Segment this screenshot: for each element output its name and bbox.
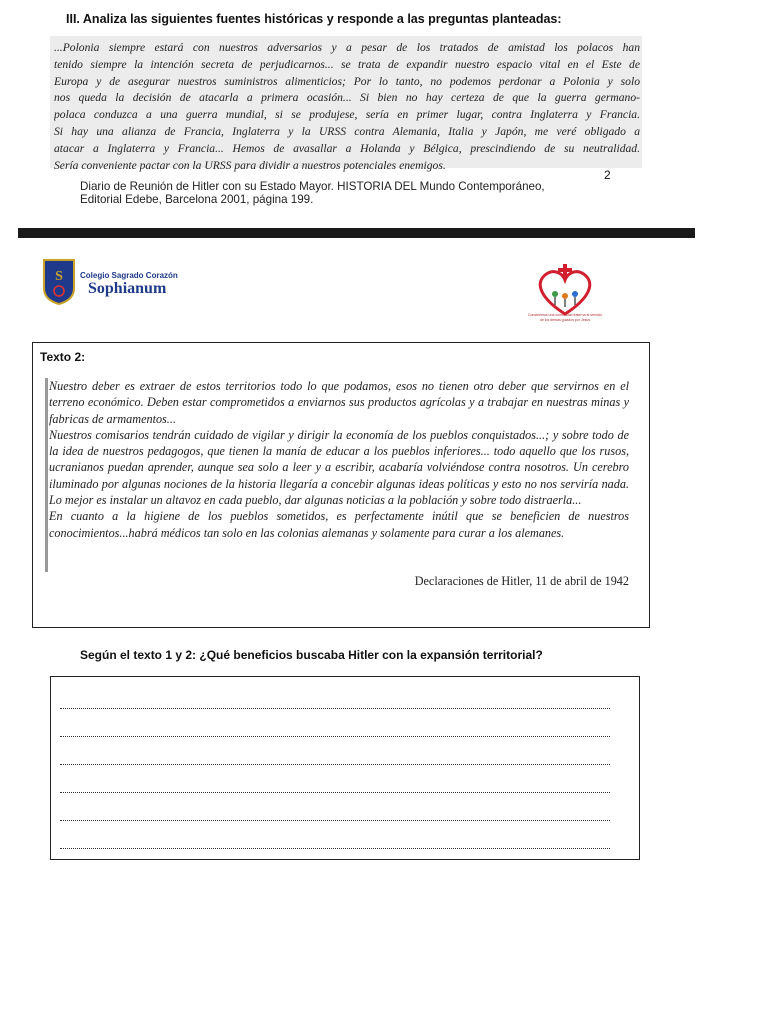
quote-1-line: atacar a Inglaterra y Francia... Hemos de avasallar a Holanda y Bélgica, prescindiendo de su neutralidad. (54, 141, 640, 155)
quote-1-text (54, 40, 640, 174)
page-number: 2 (604, 168, 611, 182)
heart-emblem-icon (530, 262, 600, 318)
quote-1-line: tenido siempre la intención secreta de perjudicarnos... se trata de expandir nuestro espacio vital en el Este de (54, 57, 640, 71)
page-divider (18, 228, 695, 238)
source-1-citation (80, 180, 545, 206)
source-1-line: Editorial Edebe, Barcelona 2001, página 199. (80, 193, 314, 206)
answer-line[interactable] (60, 764, 610, 765)
text-2-label: Texto 2: (40, 350, 86, 364)
answer-line[interactable] (60, 792, 610, 793)
quote-1-line: ...Polonia siempre estará con nuestros adversarios y a pesar de los tratados de amistad los polacos han (54, 41, 640, 54)
quote-1-line: Europa y de asegurar nuestros suministros alimenticios; Por lo tanto, no podemos perdonar a Polonia y solo (54, 74, 640, 88)
quote-2-paragraph: Nuestros comisarios tendrán cuidado de vigilar y dirigir la economía de los pueblos conquistados...; y sobre todo de la idea de nuestros pedagogos, que tienen la manía de educar a los pueblos inferiores... todo aquello que los rusos, ucranianos puedan aprender, aunque sea solo a leer y a escribir, acabaría volviéndose contra nosotros. Un cerebro iluminado por algunas nociones de la historia llegaría a concebir algunas ideas políticas y esto no nos serviría nada. Lo mejor es instalar un altavoz en cada pueblo, dar algunas noticias a la población y sobre todo distraerla... (49, 427, 629, 508)
quote-2-bar (45, 378, 48, 572)
answer-line[interactable] (60, 848, 610, 849)
quote-1-line: polaca conduzca a una guerra mundial, si se produjese, sería en primer lugar, contra Inglaterra y Francia. (54, 108, 640, 122)
emblem-caption: Construimos una comunidad fraterna al servicio de los demás guiados por Jesús (527, 313, 603, 322)
school-brand: Sophianum (88, 280, 167, 297)
answer-line[interactable] (60, 708, 610, 709)
answer-line[interactable] (60, 820, 610, 821)
quote-2-paragraph: Nuestro deber es extraer de estos territorios todo lo que podamos, esos no tienen otro deber que servirnos en el terreno económico. Deben estar comprometidos a enviarnos sus productos agrícolas y a trabajar en nuestras minas y fabricas de armamentos... (49, 379, 629, 426)
svg-text:S: S (55, 269, 63, 284)
question-text: Según el texto 1 y 2: ¿Qué beneficios buscaba Hitler con la expansión territorial? (80, 648, 543, 662)
quote-1-line: Sería conveniente pactar con la URSS para dividir a nuestros potenciales enemigos. (54, 158, 446, 172)
school-name: Colegio Sagrado Corazón (80, 271, 178, 280)
school-shield-icon (42, 258, 76, 306)
quote-2-paragraph: En cuanto a la higiene de los pueblos sometidos, es perfectamente inútil que se beneficien de nuestros conocimientos...habrá médicos tan solo en las colonias alemanas y solamente para curar a los alemanes. (49, 509, 629, 540)
source-1-line: Diario de Reunión de Hitler con su Estado Mayor. HISTORIA DEL Mundo Contemporáneo, (80, 180, 545, 193)
section-heading: III. Analiza las siguientes fuentes históricas y responde a las preguntas planteadas: (66, 12, 562, 26)
quote-2-text (49, 378, 629, 541)
answer-line[interactable] (60, 736, 610, 737)
source-2-citation: Declaraciones de Hitler, 11 de abril de 1942 (414, 574, 629, 588)
answer-box[interactable] (50, 676, 640, 860)
quote-1-line: nos queda la decisión de atacarla a primera ocasión... Si bien no hay certeza de que la guerra germano- (54, 91, 640, 105)
quote-1-line: Si hay una alianza de Francia, Inglaterra y la URSS contra Alemania, Italia y Japón, me veré obligado a (54, 124, 640, 138)
